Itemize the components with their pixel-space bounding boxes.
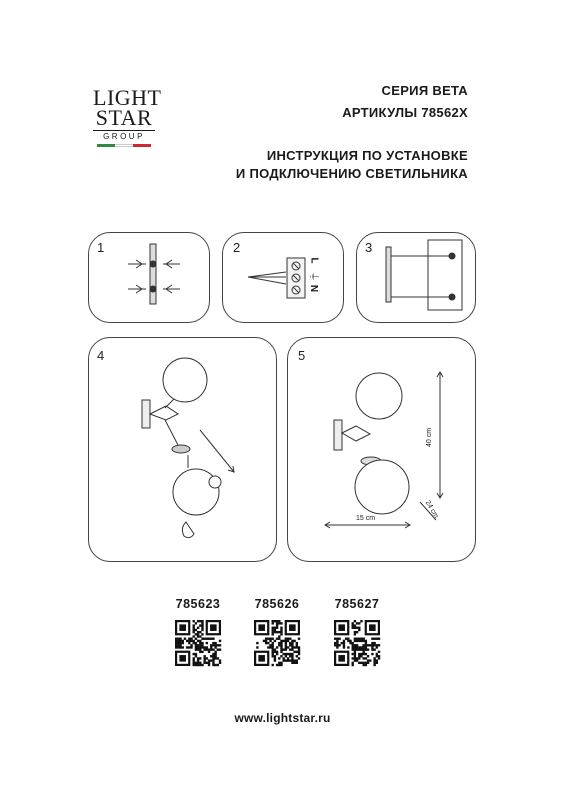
qr-code-3: [334, 620, 380, 666]
logo-line-2: STAR: [95, 105, 153, 130]
wire-label-n: N: [308, 284, 320, 293]
series-title: СЕРИЯ BETA: [381, 83, 468, 98]
wire-label-ground: ⏚: [307, 271, 319, 282]
dimension-depth: 24 cm: [423, 499, 440, 520]
logo-line-1: LIGHT: [93, 85, 162, 110]
step-2-number: 2: [233, 240, 241, 255]
article-code-1: 785623: [175, 597, 221, 611]
step-5-number: 5: [298, 348, 306, 363]
instruction-title-line2: И ПОДКЛЮЧЕНИЮ СВЕТИЛЬНИКА: [235, 166, 468, 181]
step-3-number: 3: [365, 240, 373, 255]
article-code-2: 785626: [254, 597, 300, 611]
articles-title: АРТИКУЛЫ 78562X: [342, 105, 468, 120]
website-link[interactable]: www.lightstar.ru: [234, 711, 331, 725]
wire-label-l: L: [308, 257, 320, 264]
qr-code-2: [254, 620, 300, 666]
dimension-height: 40 cm: [426, 427, 434, 448]
dimension-width: 15 cm: [356, 515, 376, 522]
step-4-number: 4: [97, 348, 105, 363]
step-1-number: 1: [97, 240, 105, 255]
article-code-3: 785627: [334, 597, 380, 611]
qr-code-1: [175, 620, 221, 666]
logo-line-3: GROUP: [93, 130, 155, 141]
instruction-title-line1: ИНСТРУКЦИЯ ПО УСТАНОВКЕ: [266, 148, 468, 163]
